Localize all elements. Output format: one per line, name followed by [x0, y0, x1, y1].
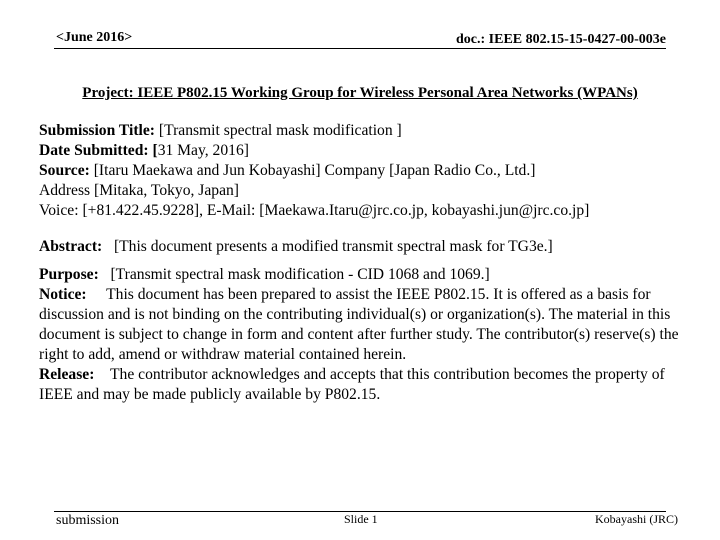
address-line: Address [Mitaka, Tokyo, Japan] — [39, 182, 239, 199]
header-doc-id: doc.: IEEE 802.15-15-0427-00-003e — [456, 32, 666, 47]
project-title: Project: IEEE P802.15 Working Group for Wireless Personal Area Networks (WPANs) — [82, 85, 638, 101]
source-value: [Itaru Maekawa and Jun Kobayashi] Company [Japan Radio Co., Ltd.] — [93, 162, 536, 179]
purpose-line — [39, 265, 689, 285]
header-divider — [54, 48, 666, 49]
purpose-value: [Transmit spectral mask modification - CID 1068 and 1069.] — [110, 266, 490, 283]
document-body — [39, 121, 689, 405]
submission-title-value: [Transmit spectral mask modification ] — [158, 122, 402, 139]
footer-submission: submission — [56, 513, 120, 528]
footer-author: Kobayashi (JRC) — [595, 512, 678, 526]
notice-value: This document has been prepared to assist the IEEE P802.15. It is offered as a basis for discussion and is not binding on the contributing individual(s) or organization(s). The material in this document is subject to change in form and content after further study. The contributor(s) reserve(s) the right to add, amend or withdraw material contained herein. — [39, 286, 679, 363]
source-line — [39, 161, 689, 181]
release-label: Release: — [39, 366, 95, 383]
release-paragraph — [39, 365, 689, 405]
abstract-value: [This document presents a modified transmit spectral mask for TG3e.] — [113, 238, 553, 255]
notice-label: Notice: — [39, 286, 87, 303]
abstract-label: Abstract: — [39, 238, 103, 255]
source-label: Source: — [39, 162, 90, 179]
date-submitted-label: Date Submitted: [ — [39, 142, 158, 159]
header-date: <June 2016> — [56, 30, 133, 45]
notice-paragraph — [39, 285, 689, 365]
purpose-label: Purpose: — [39, 266, 99, 283]
submission-title-line — [39, 121, 689, 141]
footer-slide-number: Slide 1 — [344, 512, 378, 526]
date-submitted-value: 31 May, 2016] — [157, 142, 249, 159]
submission-title-label: Submission Title: — [39, 122, 155, 139]
abstract-line — [39, 237, 689, 257]
release-value: The contributor acknowledges and accepts that this contribution becomes the property of IEEE and may be made publicly available by P802.15. — [39, 366, 665, 403]
voice-line: Voice: [+81.422.45.9228], E-Mail: [Maekawa.Itaru@jrc.co.jp, kobayashi.jun@jrc.co.jp] — [39, 202, 590, 219]
date-submitted-line — [39, 141, 689, 161]
